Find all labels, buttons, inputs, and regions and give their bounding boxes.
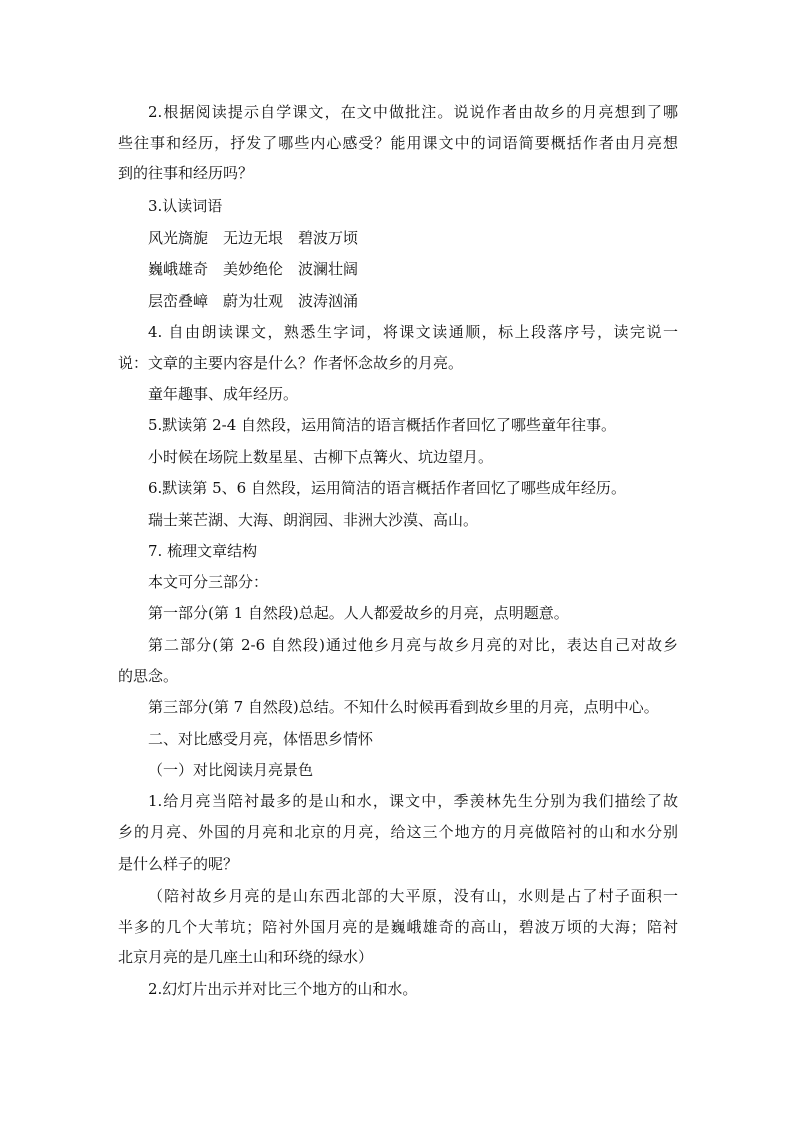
text-line: 北京月亮的是几座土山和环绕的绿水） (118, 948, 374, 966)
text-line: 7. 梳理文章结构 (148, 542, 258, 560)
text-line: 层峦叠嶂 蔚为壮观 波涛汹涌 (148, 292, 359, 310)
text-line: 些往事和经历，抒发了哪些内心感受？能用课文中的词语简要概括作者由月亮想 (118, 134, 678, 152)
subsection-heading: （一）对比阅读月亮景色 (148, 761, 314, 779)
text-line: 本文可分三部分： (148, 573, 269, 591)
text-line: 风光旖旎 无边无垠 碧波万顷 (148, 229, 359, 247)
text-line: 半多的几个大苇坑；陪衬外国月亮的是巍峨雄奇的高山，碧波万顷的大海；陪衬 (118, 918, 678, 936)
text-line: 小时候在场院上数星星、古柳下点篝火、坑边望月。 (148, 448, 494, 466)
text-line: 是什么样子的呢？ (118, 855, 239, 873)
text-line: 巍峨雄奇 美妙绝伦 波澜壮阔 (148, 260, 359, 278)
text-line: 乡的月亮、外国的月亮和北京的月亮，给这三个地方的月亮做陪衬的山和水分别 (118, 823, 678, 841)
text-line: 3.认读词语 (148, 197, 223, 215)
text-line: 说：文章的主要内容是什么？作者怀念故乡的月亮。 (118, 354, 464, 372)
text-line: 瑞士莱芒湖、大海、朗润园、非洲大沙漠、高山。 (148, 511, 479, 529)
text-line: 6.默读第 5、6 自然段，运用简洁的语言概括作者回忆了哪些成年经历。 (148, 479, 626, 497)
text-line: 2.幻灯片出示并对比三个地方的山和水。 (148, 980, 418, 998)
text-line: 第二部分(第 2-6 自然段)通过他乡月亮与故乡月亮的对比，表达自己对故乡 (148, 636, 678, 654)
section-heading: 二、对比感受月亮，体悟思乡情怀 (148, 730, 374, 748)
text-line: 第三部分(第 7 自然段)总结。不知什么时候再看到故乡里的月亮，点明中心。 (148, 698, 659, 716)
text-line: （陪衬故乡月亮的是山东西北部的大平原，没有山，水则是占了村子面积一 (148, 887, 678, 905)
text-line: 第一部分(第 1 自然段)总起。人人都爱故乡的月亮，点明题意。 (148, 604, 569, 622)
text-line: 4. 自由朗读课文，熟悉生字词，将课文读通顺，标上段落序号，读完说一 (148, 323, 678, 341)
text-line: 1.给月亮当陪衬最多的是山和水，课文中，季羡林先生分别为我们描绘了故 (148, 792, 678, 810)
text-line: 的思念。 (118, 667, 179, 685)
text-line: 到的往事和经历吗？ (118, 164, 254, 182)
text-line: 童年趣事、成年经历。 (148, 385, 299, 403)
text-line: 5.默读第 2-4 自然段，运用简洁的语言概括作者回忆了哪些童年往事。 (148, 416, 617, 434)
text-line: 2.根据阅读提示自学课文，在文中做批注。说说作者由故乡的月亮想到了哪 (148, 103, 678, 121)
